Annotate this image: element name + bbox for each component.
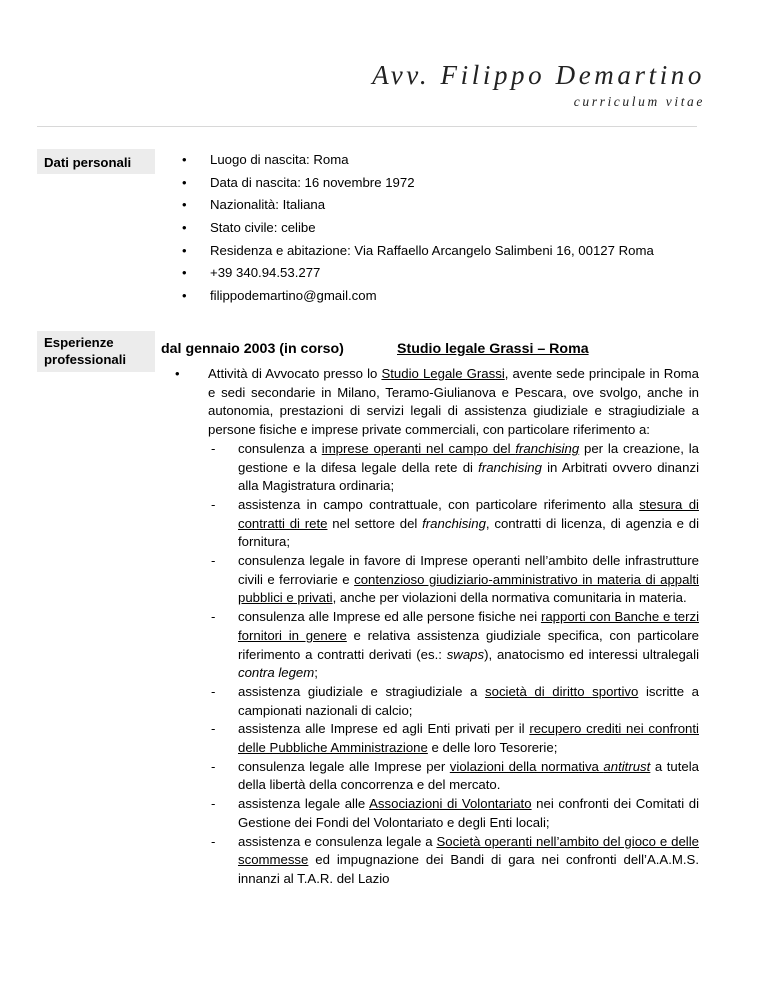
list-item-contracts: - assistenza in campo contrattuale, con particolare riferimento alla stesura di contratti di rete nel settore del franchising, contratti di licenza, di agenzia e di fornitura; xyxy=(211,496,699,550)
experience-description xyxy=(175,365,699,889)
list-item-sports: - assistenza giudiziale e stragiudiziale a società di diritto sportivo iscritte a campionati nazionali di calcio; xyxy=(211,683,700,718)
list-item-phone: • +39 340.94.53.277 xyxy=(175,265,654,288)
list-item-birthdate: • Data di nascita: 16 novembre 1972 xyxy=(175,175,654,198)
section-label-personal: Dati personali xyxy=(37,149,155,174)
list-item-gaming: - assistenza e consulenza legale a Società operanti nell’ambito del gioco e delle scommesse ed impugnazione dei Bandi di gara nei confronti dell’A.A.M.S. innanzi al T.A.R. del Lazio xyxy=(211,833,699,886)
experience-company: Studio legale Grassi – Roma xyxy=(397,341,589,357)
list-item-infrastructure: - consulenza legale in favore di Imprese operanti nell’ambito delle infrastrutture civili e ferroviarie e contenzioso giudiziario-amministrativo in materia di appalti pubblici e privati, anche per violazioni della normativa comunitaria in materia. xyxy=(211,553,699,606)
list-item-nationality: • Nazionalità: Italiana xyxy=(175,197,654,220)
list-item-antitrust: - consulenza legale alle Imprese per violazioni della normativa antitrust a tutela della libertà della concorrenza e del mercato. xyxy=(211,758,699,793)
personal-details-list xyxy=(175,152,654,311)
list-item-debt-recovery: - assistenza alle Imprese ed agli Enti privati per il recupero crediti nei confronti delle Pubbliche Amministrazione e delle loro Tesorerie; xyxy=(211,721,699,756)
list-item-franchising: - consulenza a imprese operanti nel campo del franchising per la creazione, la gestione e la difesa legale della rete di franchising in Arbitrati ovvero dinanzi alla Magistratura ordinaria; xyxy=(211,440,700,494)
header-divider xyxy=(37,126,697,127)
bullet-icon: • xyxy=(175,366,180,381)
list-item-residence: • Residenza e abitazione: Via Raffaello Arcangelo Salimbeni 16, 00127 Roma xyxy=(175,243,654,266)
list-item-volunteering: - assistenza legale alle Associazioni di Volontariato nei confronti dei Comitati di Gestione dei Fondi del Volontariato e degli Enti locali; xyxy=(211,796,699,830)
experience-body xyxy=(208,365,699,889)
list-item-marital-status: • Stato civile: celibe xyxy=(175,220,654,243)
cv-header xyxy=(372,58,705,110)
list-item-birthplace: • Luogo di nascita: Roma xyxy=(175,152,654,175)
cv-subtitle: curriculum vitae xyxy=(573,94,705,109)
experience-date: dal gennaio 2003 (in corso) xyxy=(161,341,344,357)
list-item-email: • filippodemartino@gmail.com xyxy=(175,288,654,311)
experience-intro: Attività di Avvocato presso lo Studio Legale Grassi, avente sede principale in Roma e sedi secondarie in Milano, Teramo-Giulianova e Pescara, ove svolgo, anche in autonomia, prestazioni di servizi legali di assistenza giudiziale e stragiudiziale a persone fisiche e imprese private commerciali, con particolare riferimento a: xyxy=(208,366,699,438)
section-label-experience: Esperienze professionali xyxy=(37,331,155,372)
person-name: Avv. Filippo Demartino xyxy=(372,60,705,90)
list-item-banking: - consulenza alle Imprese ed alle persone fisiche nei rapporti con Banche e terzi fornitori in genere e relativa assistenza giudiziale specifica, con particolare riferimento a contratti derivati (es.: swaps), anatocismo ed interessi ultralegali contra legem; xyxy=(211,609,700,681)
